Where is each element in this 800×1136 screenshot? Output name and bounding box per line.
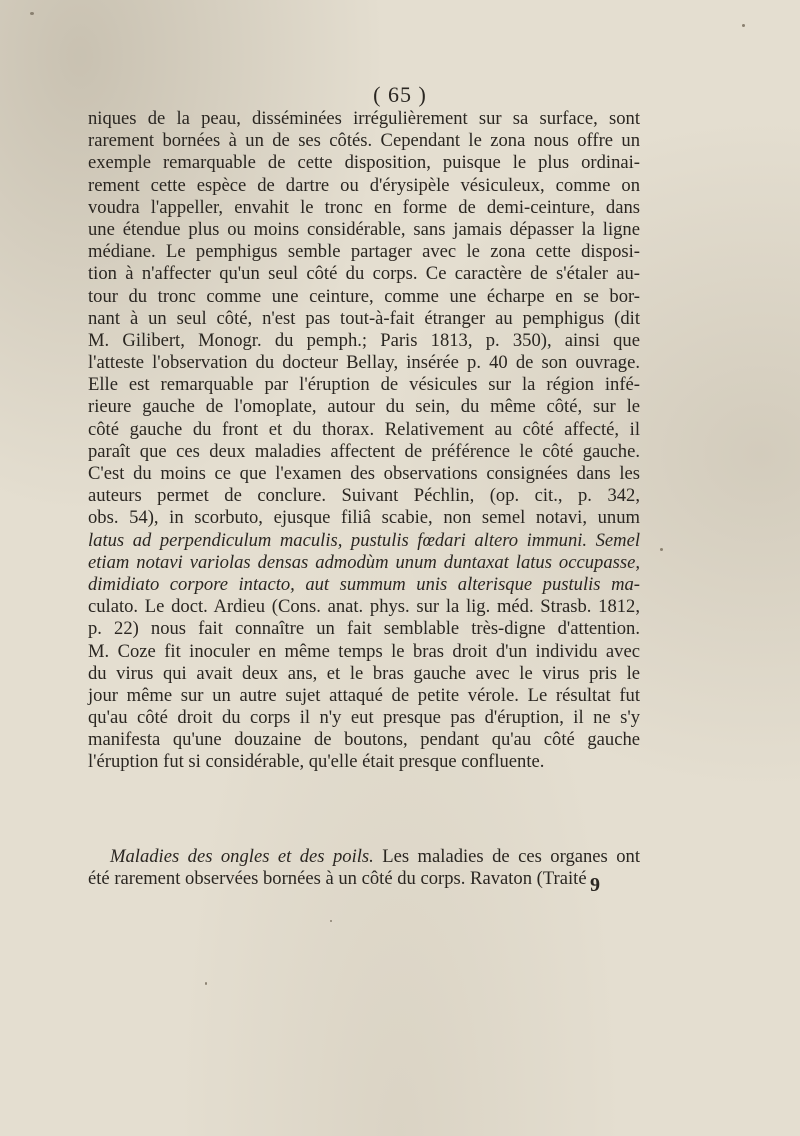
paper-speck <box>330 920 332 922</box>
text-line: l'atteste l'observation du docteur Bellay, insérée p. 40 de son ouvrage. <box>88 352 640 374</box>
section-heading: Maladies des ongles et des poils. <box>110 846 374 867</box>
page-number: ( 65 ) <box>373 82 427 107</box>
text-line: nant à un seul côté, n'est pas tout-à-fait étranger au pemphigus (dit <box>88 307 640 329</box>
text-line: jour même sur un autre sujet attaqué de petite vérole. Le résultat fut <box>88 684 640 706</box>
text-line: obs. 54), in scorbuto, ejusque filiâ scabie, non semel notavi, unum <box>88 507 640 529</box>
paper-speck <box>660 548 663 551</box>
text-line: culato. Le doct. Ardieu (Cons. anat. phys. sur la lig. méd. Strasb. 1812, <box>88 596 640 618</box>
text-line: été rarement observées bornées à un côté du corps. Ravaton (Traité <box>88 868 587 890</box>
text-line: C'est du moins ce que l'examen des observations consignées dans les <box>88 463 640 484</box>
text-line: p. 22) nous fait connaître un fait semblable très-digne d'attention. <box>88 618 640 640</box>
paragraph-2 <box>88 846 640 890</box>
text-line: rement cette espèce de dartre ou d'érysipèle vésiculeux, comme on <box>88 174 640 196</box>
text-line: du virus qui avait deux ans, et le bras gauche avec le virus pris le <box>88 662 640 684</box>
signature-mark: 9 <box>590 874 600 896</box>
text-line: dimidiato corpore intacto, aut summum unis alterisque pustulis ma- <box>88 573 640 595</box>
paper-speck <box>205 982 207 985</box>
text-line: tour du tronc comme une ceinture, comme une écharpe en se bor- <box>88 285 640 307</box>
text-line: etiam notavi variolas densas admodùm unum duntaxat latus occupasse, <box>88 551 640 573</box>
text-line: niques de la peau, disséminées irrégulièrement sur sa surface, sont <box>88 108 640 129</box>
text-line: rieure gauche de l'omoplate, autour du sein, du même côté, sur le <box>88 396 640 418</box>
text-line: M. Gilibert, Monogr. du pemph.; Paris 1813, p. 350), ainsi que <box>88 329 640 351</box>
text-line: exemple remarquable de cette disposition, puisque le plus ordinai- <box>88 152 640 174</box>
text-line: voudra l'appeller, envahit le tronc en forme de demi-ceinture, dans <box>88 196 640 218</box>
text-line: Maladies des ongles et des poils. Les maladies de ces organes ont <box>110 846 640 867</box>
paragraph-1 <box>88 108 640 774</box>
text-line: M. Coze fit inoculer en même temps le bras droit d'un individu avec <box>88 640 640 662</box>
text-line: Elle est remarquable par l'éruption de vésicules sur la région infé- <box>88 374 640 396</box>
text-line: l'éruption fut si considérable, qu'elle était presque confluente. <box>88 751 545 773</box>
text-line: manifesta qu'une douzaine de boutons, pendant qu'au côté gauche <box>88 729 640 751</box>
paper-speck <box>742 24 745 27</box>
text-line: une étendue plus ou moins considérable, sans jamais dépasser la ligne <box>88 218 640 240</box>
text-line: rarement bornées à un de ses côtés. Cependant le zona nous offre un <box>88 130 640 152</box>
text-line: paraît que ces deux maladies affectent de préférence le côté gauche. <box>88 440 640 462</box>
text-line: auteurs permet de conclure. Suivant Péchlin, (op. cit., p. 342, <box>88 485 640 507</box>
text-line: tion à n'affecter qu'un seul côté du corps. Ce caractère de s'étaler au- <box>88 263 640 285</box>
paper-speck <box>30 12 34 15</box>
text-line: médiane. Le pemphigus semble partager avec le zona cette disposi- <box>88 241 640 263</box>
text-line: latus ad perpendiculum maculis, pustulis fœdari altero immuni. Semel <box>88 529 640 551</box>
text-line: qu'au côté droit du corps il n'y eut presque pas d'éruption, il ne s'y <box>88 707 640 729</box>
text-line: côté gauche du front et du thorax. Relativement au côté affecté, il <box>88 418 640 440</box>
